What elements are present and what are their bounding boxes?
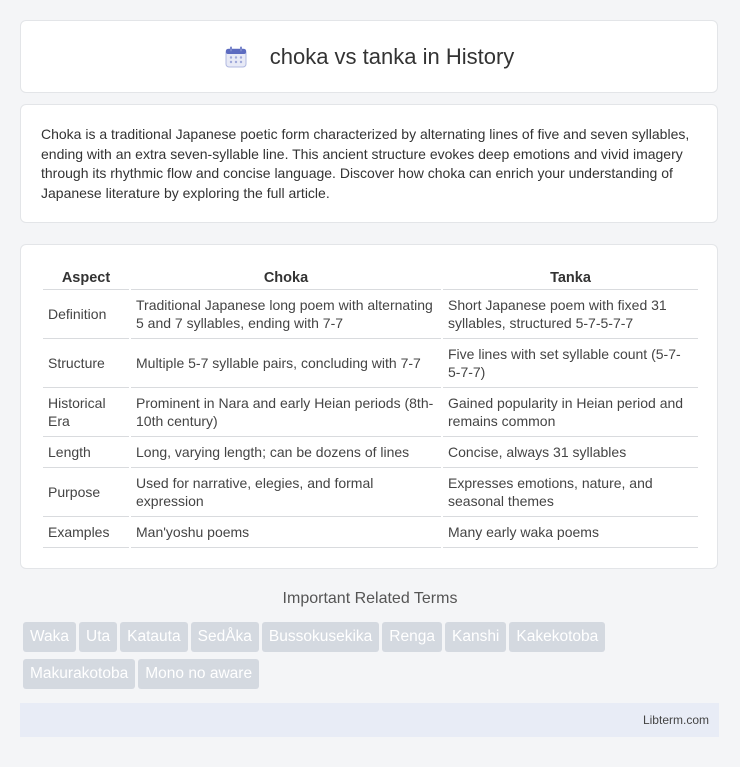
cell-tanka: Short Japanese poem with fixed 31 syllables, structured 5-7-5-7-7 xyxy=(442,289,698,338)
cell-aspect: Purpose xyxy=(43,467,130,516)
cell-aspect: Length xyxy=(43,436,130,467)
table-row xyxy=(43,289,698,338)
term-chip[interactable]: Kanshi xyxy=(445,622,506,652)
intro-card xyxy=(20,104,718,223)
table-row xyxy=(43,436,698,467)
cell-aspect: Definition xyxy=(43,289,130,338)
cell-choka: Man'yoshu poems xyxy=(130,516,442,547)
term-chip[interactable]: Waka xyxy=(23,622,76,652)
comparison-card xyxy=(20,244,718,569)
header-card xyxy=(20,20,718,93)
term-chip[interactable]: Kakekotoba xyxy=(509,622,605,652)
footer-brand[interactable]: Libterm.com xyxy=(642,713,709,727)
related-terms-list xyxy=(23,622,723,696)
term-chip[interactable]: Bussokusekika xyxy=(262,622,379,652)
cell-tanka: Five lines with set syllable count (5-7-5-7-7) xyxy=(442,338,698,387)
term-chip[interactable]: Katauta xyxy=(120,622,187,652)
cell-choka: Long, varying length; can be dozens of lines xyxy=(130,436,442,467)
header-choka: Choka xyxy=(130,265,442,289)
table-row xyxy=(43,338,698,387)
cell-tanka: Many early waka poems xyxy=(442,516,698,547)
cell-tanka: Expresses emotions, nature, and seasonal themes xyxy=(442,467,698,516)
cell-choka: Used for narrative, elegies, and formal expression xyxy=(130,467,442,516)
cell-tanka: Gained popularity in Heian period and remains common xyxy=(442,387,698,436)
table-row xyxy=(43,516,698,547)
page-title: choka vs tanka in History xyxy=(269,43,515,69)
intro-text: Choka is a traditional Japanese poetic form characterized by alternating lines of five and seven syllables, ending with an extra seven-syllable line. This ancient structure evokes deep emotions and vivid imagery through its rhythmic flow and concise language. Discover how choka can enrich your understanding of Japanese literature by exploring the full article. xyxy=(41,126,690,201)
calendar-icon xyxy=(224,45,248,69)
term-chip[interactable]: SedÅka xyxy=(191,622,259,652)
cell-aspect: Historical Era xyxy=(43,387,130,436)
cell-choka: Prominent in Nara and early Heian periods (8th-10th century) xyxy=(130,387,442,436)
footer xyxy=(20,703,719,737)
term-chip[interactable]: Uta xyxy=(79,622,117,652)
cell-aspect: Structure xyxy=(43,338,130,387)
cell-aspect: Examples xyxy=(43,516,130,547)
table-row xyxy=(43,467,698,516)
related-terms-title: Important Related Terms xyxy=(282,590,458,607)
header-tanka: Tanka xyxy=(442,265,698,289)
header-aspect: Aspect xyxy=(43,265,130,289)
cell-tanka: Concise, always 31 syllables xyxy=(442,436,698,467)
cell-choka: Multiple 5-7 syllable pairs, concluding with 7-7 xyxy=(130,338,442,387)
term-chip[interactable]: Mono no aware xyxy=(138,659,259,689)
table-row xyxy=(43,387,698,436)
comparison-table xyxy=(43,265,698,548)
cell-choka: Traditional Japanese long poem with alternating 5 and 7 syllables, ending with 7-7 xyxy=(130,289,442,338)
term-chip[interactable]: Renga xyxy=(382,622,442,652)
term-chip[interactable]: Makurakotoba xyxy=(23,659,135,689)
